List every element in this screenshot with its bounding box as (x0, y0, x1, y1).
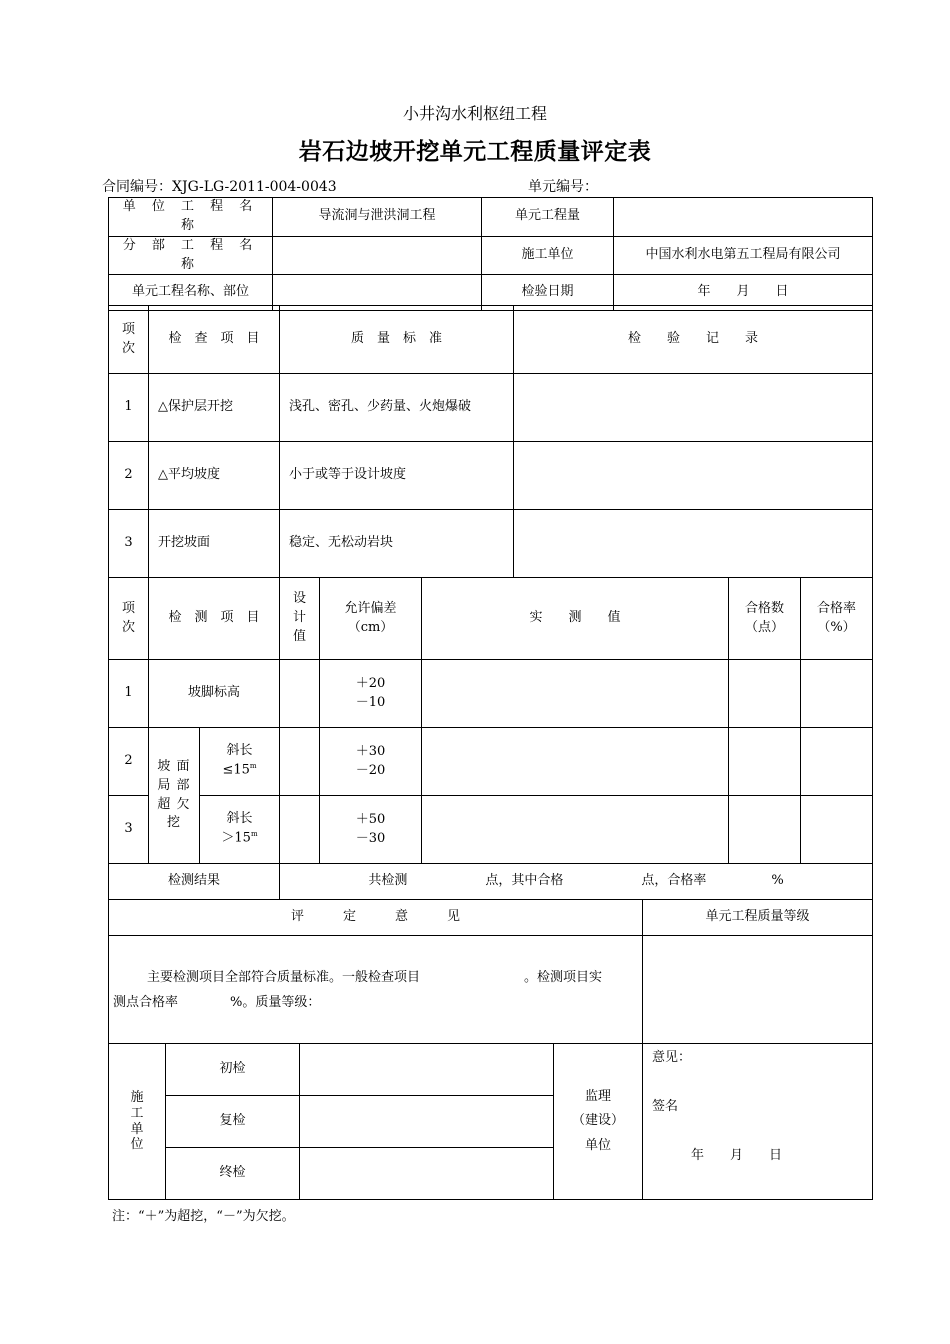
measure-item-header: 检 测 项 目 (149, 578, 280, 660)
tolerance-plus: ＋50 (355, 811, 386, 827)
evaluation-table (108, 899, 873, 1044)
inspection-date-label: 检验日期 (482, 275, 614, 311)
result-text[interactable]: 共检测 点，其中合格 点，合格率 % (280, 864, 873, 900)
supervisor-sign-label: 签名 (652, 1099, 679, 1114)
pass-count-cell[interactable] (729, 728, 801, 796)
inspection-record-header: 检 验 记 录 (514, 306, 873, 374)
inspection-row-index: 3 (109, 510, 149, 578)
opinion-line-2: 测点合格率 %。质量等级： (113, 994, 321, 1010)
construction-unit-label: 施工单位 (482, 236, 614, 275)
supervisor-date-label: 年 月 日 (691, 1148, 783, 1163)
measured-values-cell[interactable] (422, 728, 729, 796)
pass-count-header: 合格数 （点） (729, 578, 801, 660)
unit-project-name-label: 单 位 工 程 名 称 (109, 198, 273, 237)
element-name-label: 单元工程名称、部位 (109, 275, 273, 311)
signoff-table (108, 1043, 873, 1200)
unit-quantity-label: 单元工程量 (482, 198, 614, 237)
supervisor-opinion-cell[interactable] (643, 1044, 873, 1200)
opinion-text[interactable] (109, 936, 643, 1044)
opinion-header: 评 定 意 见 (109, 900, 643, 936)
inspection-row-record[interactable] (514, 374, 873, 442)
inspection-row-standard: 稳定、无松动岩块 (280, 510, 514, 578)
measured-values-cell[interactable] (422, 796, 729, 864)
design-value-cell[interactable] (280, 728, 320, 796)
supervisor-label: 监理 （建设） 单位 (554, 1044, 643, 1200)
final-check-field[interactable] (300, 1148, 554, 1200)
tolerance-cell (320, 660, 422, 728)
slope-group-label: 坡 面 局 部 超 欠 挖 (149, 728, 200, 864)
construction-unit-value[interactable]: 中国水利水电第五工程局有限公司 (614, 236, 873, 275)
inspection-row-index: 1 (109, 374, 149, 442)
grade-header: 单元工程质量等级 (643, 900, 873, 936)
inspection-row-item: 开挖坡面 (149, 510, 280, 578)
tolerance-plus: ＋20 (355, 675, 386, 691)
project-name: 小井沟水利枢纽工程 (402, 104, 547, 123)
sub-item-label: 斜长 (226, 743, 253, 759)
measured-values-header: 实 测 值 (422, 578, 729, 660)
measure-row-item: 坡脚标高 (149, 660, 280, 728)
design-value-header: 设 计 值 (280, 578, 320, 660)
pass-rate-cell[interactable] (801, 728, 873, 796)
contract-number: 合同编号：XJG-LG-2011-004-0043 (102, 179, 337, 195)
tolerance-minus: －10 (355, 694, 386, 710)
initial-check-label: 初检 (166, 1044, 300, 1096)
inspection-row-index: 2 (109, 442, 149, 510)
inspection-row-record[interactable] (514, 510, 873, 578)
measured-values-cell[interactable] (422, 660, 729, 728)
measure-index-header: 项 次 (109, 578, 149, 660)
inspection-standard-header: 质 量 标 准 (280, 306, 514, 374)
pass-rate-header: 合格率 （%） (801, 578, 873, 660)
pass-count-cell[interactable] (729, 796, 801, 864)
inspection-index-header: 项 次 (109, 306, 149, 374)
inspection-row-standard: 浅孔、密孔、少药量、火炮爆破 (280, 374, 514, 442)
initial-check-field[interactable] (300, 1044, 554, 1096)
recheck-field[interactable] (300, 1096, 554, 1148)
pass-count-cell[interactable] (729, 660, 801, 728)
form-title: 岩石边坡开挖单元工程质量评定表 (298, 138, 652, 165)
sub-item-label: 斜长 (226, 811, 253, 827)
footnote: 注：“＋”为超挖，“－”为欠挖。 (112, 1209, 295, 1224)
info-table (108, 197, 873, 311)
tolerance-header: 允许偏差 （cm） (320, 578, 422, 660)
unit-number-label: 单元编号： (528, 179, 598, 195)
unit-project-name-value[interactable]: 导流洞与泄洪洞工程 (273, 198, 482, 237)
result-label: 检测结果 (109, 864, 280, 900)
design-value-cell[interactable] (280, 796, 320, 864)
inspection-row-standard: 小于或等于设计坡度 (280, 442, 514, 510)
measure-row-index: 2 (109, 728, 149, 796)
construction-unit-signoff-label: 施 工 单 位 (109, 1044, 166, 1200)
division-name-value[interactable] (273, 236, 482, 275)
sub-item-length: $>15^m$ (221, 830, 258, 846)
recheck-label: 复检 (166, 1096, 300, 1148)
measure-sub-item (200, 796, 280, 864)
tolerance-plus: ＋30 (355, 743, 386, 759)
measure-row-index: 1 (109, 660, 149, 728)
inspection-row-item: △平均坡度 (149, 442, 280, 510)
measure-sub-item (200, 728, 280, 796)
supervisor-opinion-label: 意见： (652, 1050, 692, 1065)
inspection-row-record[interactable] (514, 442, 873, 510)
measure-row-index: 3 (109, 796, 149, 864)
final-check-label: 终检 (166, 1148, 300, 1200)
inspection-table (108, 305, 873, 578)
tolerance-cell (320, 796, 422, 864)
inspection-date-value[interactable]: 年 月 日 (614, 275, 873, 311)
opinion-line-1: 主要检测项目全部符合质量标准。一般检查项目 。检测项目实 (147, 969, 603, 985)
pass-rate-cell[interactable] (801, 660, 873, 728)
pass-rate-cell[interactable] (801, 796, 873, 864)
tolerance-minus: －20 (355, 762, 386, 778)
tolerance-cell (320, 728, 422, 796)
design-value-cell[interactable] (280, 660, 320, 728)
sub-item-length: $\le 15^m$ (222, 762, 257, 778)
unit-quantity-value[interactable] (614, 198, 873, 237)
grade-cell[interactable] (643, 936, 873, 1044)
tolerance-minus: －30 (355, 830, 386, 846)
inspection-item-header: 检 查 项 目 (149, 306, 280, 374)
inspection-row-item: △保护层开挖 (149, 374, 280, 442)
division-name-label: 分 部 工 程 名 称 (109, 236, 273, 275)
measurement-table (108, 577, 873, 900)
